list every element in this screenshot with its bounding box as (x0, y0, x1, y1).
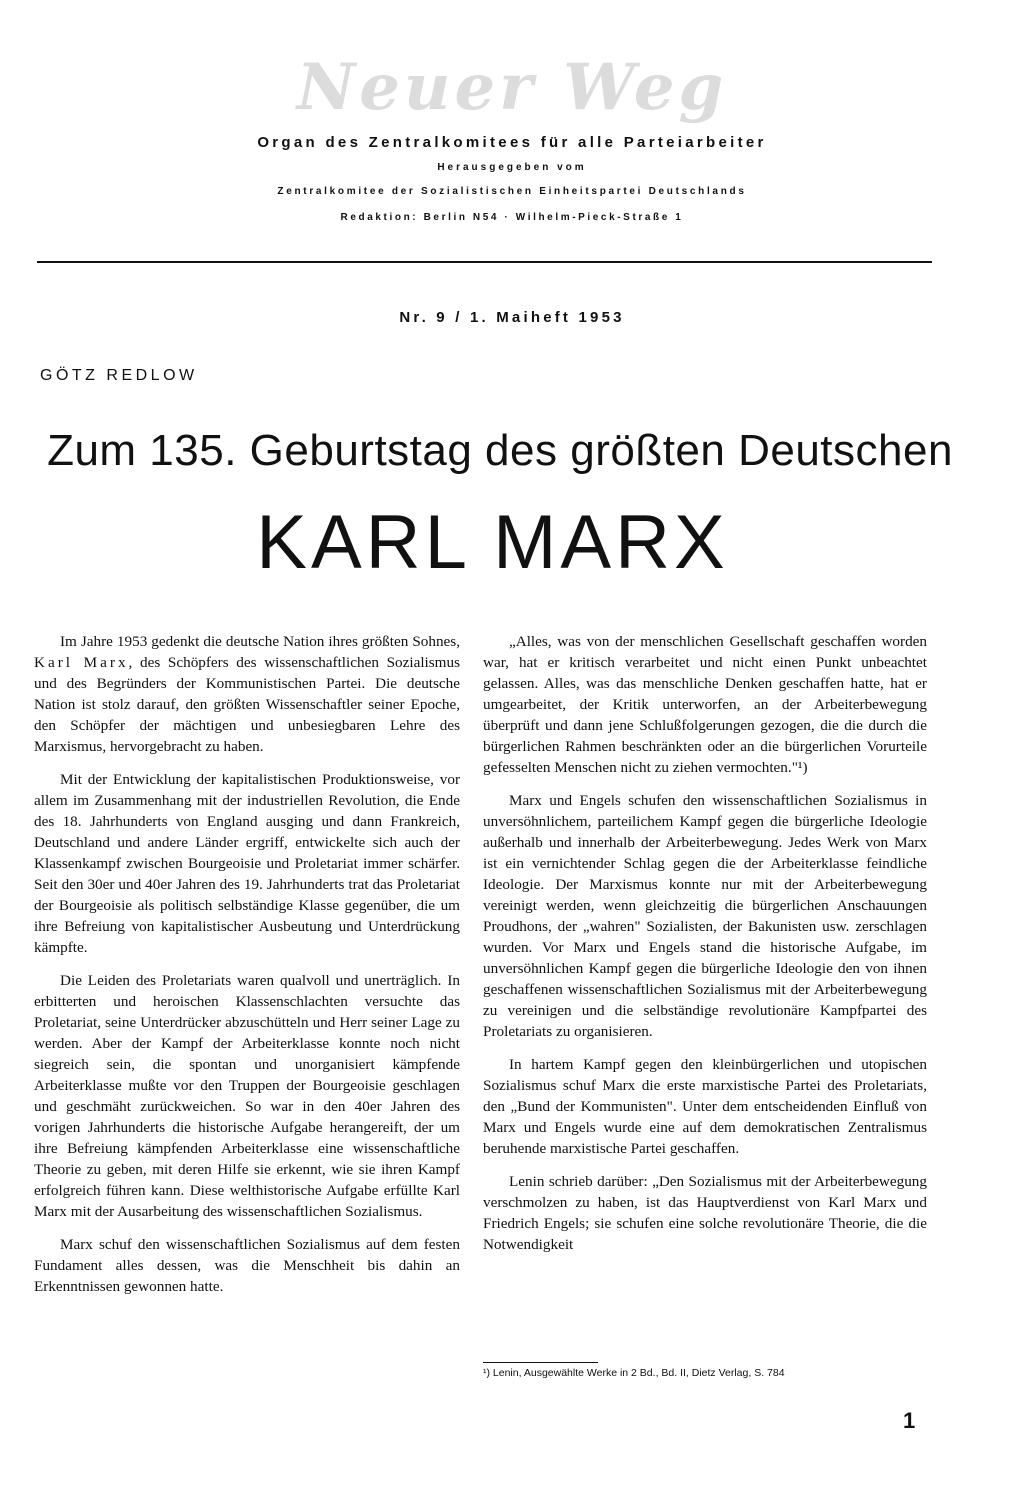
left-column (34, 631, 460, 1309)
paragraph (34, 631, 460, 757)
paragraph-text: , des Schöpfers des wissenschaftlichen Sozialismus und des Begründers der Kommunistischen Partei. Die deutsche Nation ist stolz darauf, den größten Wissenschaftler seiner Epoche, den Schöpfer der mächtigen und unbesiegbaren Lehre des Marxismus, hervorgebracht zu haben. (34, 654, 460, 755)
article-headline: Zum 135. Geburtstag des größten Deutschen (47, 426, 953, 475)
page-number: 1 (903, 1408, 916, 1433)
masthead-logo: Neuer Weg (296, 50, 728, 125)
article-title-name: KARL MARX (256, 500, 729, 585)
organ-line: Organ des Zentralkomitees für alle Parteiarbeiter (257, 134, 767, 151)
paragraph: Die Leiden des Proletariats waren qualvoll und unerträglich. In erbitterten und heroischen Klassenschlachten versuchte das Proletariat, seine Unterdrücker abzuschütteln und Herr seiner Lage zu werden. Aber der Kampf der Arbeiterklasse konnte noch nicht siegreich sein, die spontan und unorganisiert kämpfende Arbeiterklasse mußte vor den Truppen der Bourgeoisie geschlagen und geschmäht zurückweichen. So war in den 40er Jahren des vorigen Jahrhunderts die historische Aufgabe herangereift, der um ihre Befreiung kämpfenden Arbeiterklasse eine wissenschaftliche Theorie zu geben, mit deren Hilfe sie erkennt, wie sie ihren Kampf erfolgreich führen kann. Diese welthistorische Aufgabe erfüllte Karl Marx mit der Ausarbeitung des wissenschaftlichen Sozialismus. (34, 972, 460, 1220)
right-column (483, 631, 927, 1267)
paragraph: Marx schuf den wissenschaftlichen Sozialismus auf dem festen Fundament alles dessen, was die Menschheit bis dahin an Erkenntnissen gewonnen hatte. (34, 1236, 460, 1295)
paragraph: Marx und Engels schufen den wissenschaftlichen Sozialismus in unversöhnlichem, parteilichem Kampf gegen die bürgerliche Ideologie außerhalb und innerhalb der Arbeiterbewegung. Jedes Werk von Marx ist ein vernichtender Schlag gegen die der Arbeiterklasse feindliche Ideologie. Der Marxismus konnte nur mit der Arbeiterbewegung vereinigt werden, wenn gleichzeitig die bürgerlichen Anschauungen Proudhons, der „wahren" Sozialisten, der Bakunisten usw. zerschlagen wurden. Vor Marx und Engels stand die historische Aufgabe, im unversöhnlichen Kampf gegen die bürgerliche Ideologie den von ihnen geschaffenen wissenschaftlichen Sozialismus mit der Arbeiterbewegung zu vereinigen und die selbständige revolutionäre Kampfpartei des Proletariats zu organisieren. (483, 792, 927, 1040)
paragraph-text: Im Jahre 1953 gedenkt die deutsche Nation ihres größten Sohnes, (60, 633, 460, 650)
paragraph: Lenin schrieb darüber: „Den Sozialismus mit der Arbeiterbewegung verschmolzen zu haben, ist das Hauptverdienst von Karl Marx und Friedrich Engels; sie schufen eine solche revolutionäre Theorie, die die Notwendigkeit (483, 1173, 927, 1253)
paragraph: In hartem Kampf gegen den kleinbürgerlichen und utopischen Sozialismus schuf Marx die erste marxistische Partei des Proletariats, den „Bund der Kommunisten". Unter dem entscheidenden Einfluß von Marx und Engels wurde eine auf dem demokratischen Zentralismus beruhende marxistische Partei geschaffen. (483, 1056, 927, 1157)
author-name: GÖTZ REDLOW (40, 367, 198, 384)
publisher-intro: Herausgegeben vom (437, 162, 587, 173)
footnote-divider (483, 1362, 598, 1363)
editorial-address: Redaktion: Berlin N54 · Wilhelm-Pieck-Straße 1 (340, 212, 684, 223)
header-divider (37, 261, 932, 263)
paragraph: „Alles, was von der menschlichen Gesellschaft geschaffen worden war, hat er kritisch verarbeitet und nicht einen Punkt unbeachtet gelassen. Alles, was das menschliche Denken geschaffen hatte, hat er umgearbeitet, der Kritik unterworfen, an der Arbeiterbewegung überprüft und dann jene Schlußfolgerungen gezogen, die die durch die bürgerlichen Rahmen beschränkten oder an die bürgerlichen Vorurteile gefesselten Menschen nicht zu ziehen vermochten."¹) (483, 633, 927, 776)
publisher-line: Zentralkomitee der Sozialistischen Einheitspartei Deutschlands (277, 186, 747, 197)
footnote: ¹) Lenin, Ausgewählte Werke in 2 Bd., Bd. II, Dietz Verlag, S. 784 (483, 1367, 785, 1379)
spaced-name: Karl Marx (34, 654, 129, 671)
paragraph: Mit der Entwicklung der kapitalistischen Produktionsweise, vor allem im Zusammenhang mit der industriellen Revolution, die Ende des 18. Jahrhunderts von England ausging und dann Frankreich, Deutschland und andere Länder ergriff, entwickelte sich auch der Klassenkampf zwischen Bourgeoisie und Proletariat immer schärfer. Seit den 30er und 40er Jahren des 19. Jahrhunderts trat das Proletariat der Bourgeoisie als politisch selbständige Klasse gegenüber, die um ihre Befreiung von kapitalistischer Ausbeutung und Unterdrückung kämpfte. (34, 771, 460, 956)
issue-number: Nr. 9 / 1. Maiheft 1953 (399, 309, 625, 326)
